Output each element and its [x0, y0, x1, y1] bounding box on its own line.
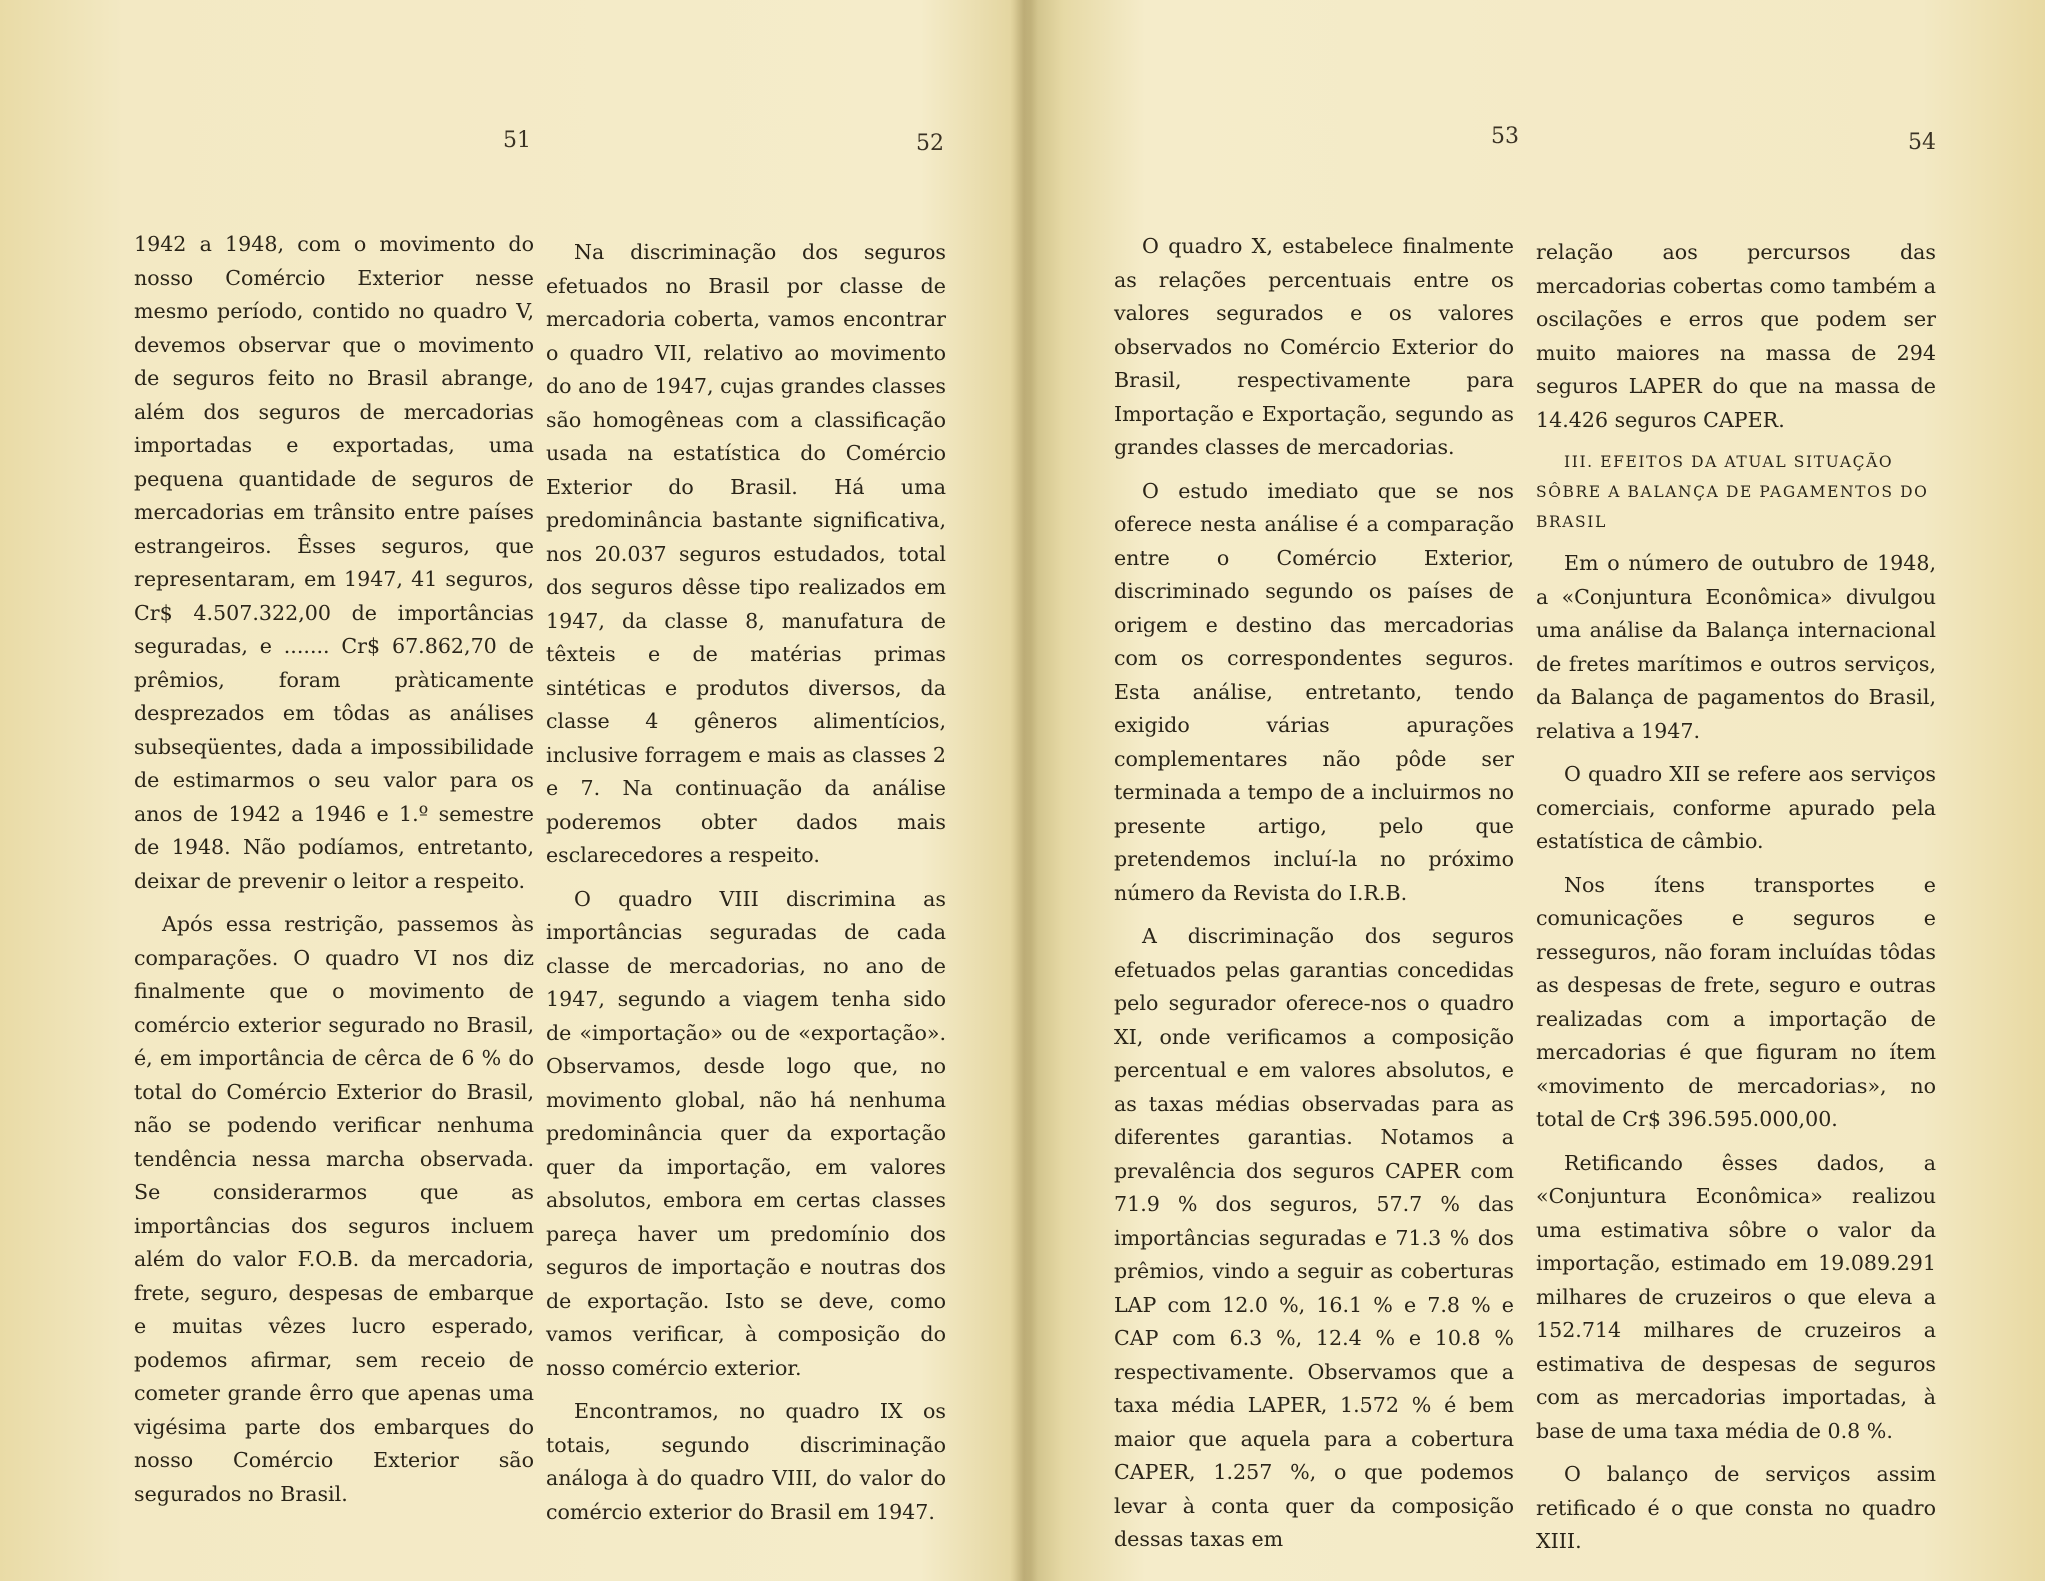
- page-number-51: 51: [503, 128, 531, 153]
- book-gutter: [1010, 0, 1038, 1581]
- page-51-paragraph-2: Após essa restrição, passemos às comparações. O quadro VI nos diz finalmente que o movimento de comércio exterior segurado no Brasil, é, em importância de cêrca de 6 % do total do Comércio Exterior do Brasil, não se podendo verificar nenhuma tendência nessa marcha observada. Se considerarmos que as importâncias dos seguros incluem além do valor F.O.B. da mercadoria, frete, seguro, despesas de embarque e muitas vêzes lucro esperado, podemos afirmar, sem receio de cometer grande êrro que apenas uma vigésima parte dos embarques do nosso Comércio Exterior são segurados no Brasil.: [134, 912, 534, 1506]
- page-53-paragraph-3: A discriminação dos seguros efetuados pelas garantias concedidas pelo segurador oferece-nos o quadro XI, onde verificamos a composição percentual e em valores absolutos, e as taxas médias observadas para as diferentes garantias. Notamos a prevalência dos seguros CAPER com 71.9 % dos seguros, 57.7 % das importâncias seguradas e 71.3 % dos prêmios, vindo a seguir as coberturas LAP com 12.0 %, 16.1 % e 7.8 % e CAP com 6.3 %, 12.4 % e 10.8 % respectivamente. Observamos que a taxa média LAPER, 1.572 % é bem maior que aquela para a cobertura CAPER, 1.257 %, o que podemos levar à conta quer da composição dessas taxas em: [1114, 924, 1514, 1551]
- page-54-paragraph-5: Retificando êsses dados, a «Conjuntura Econômica» realizou uma estimativa sôbre o valor da importação, estimado em 19.089.291 milhares de cruzeiros o que eleva a 152.714 milhares de cruzeiros a estimativa de despesas de seguros com as mercadorias importadas, à base de uma taxa média de 0.8 %.: [1536, 1150, 1936, 1443]
- page-53-text-column: [1114, 230, 1514, 1567]
- page-number-53: 53: [1491, 124, 1519, 149]
- page-number-52: 52: [916, 131, 944, 156]
- page-52-paragraph-3: Encontramos, no quadro IX os totais, segundo discriminação análoga à do quadro VIII, do valor do comércio exterior do Brasil em 1947.: [546, 1399, 946, 1524]
- page-54-paragraph-3: O quadro XII se refere aos serviços comerciais, conforme apurado pela estatística de câmbio.: [1536, 762, 1936, 853]
- page-53-paragraph-1: O quadro X, estabelece finalmente as relações percentuais entre os valores segurados e os valores observados no Comércio Exterior do Brasil, respectivamente para Importação e Exportação, segundo as grandes classes de mercadorias.: [1114, 234, 1514, 459]
- page-54-paragraph-2: Em o número de outubro de 1948, a «Conjuntura Econômica» divulgou uma análise da Balança internacional de fretes marítimos e outros serviços, da Balança de pagamentos do Brasil, relativa a 1947.: [1536, 551, 1936, 743]
- page-54-text-column: [1536, 236, 1936, 1569]
- page-52-paragraph-1: Na discriminação dos seguros efetuados no Brasil por classe de mercadoria coberta, vamos encontrar o quadro VII, relativo ao movimento do ano de 1947, cujas grandes classes são homogêneas com a classificação usada na estatística do Comércio Exterior do Brasil. Há uma predominância bastante significativa, nos 20.037 seguros estudados, total dos seguros dêsse tipo realizados em 1947, da classe 8, manufatura de têxteis e de matérias primas sintéticas e produtos diversos, da classe 4 gêneros alimentícios, inclusive forragem e mais as classes 2 e 7. Na continuação da análise poderemos obter dados mais esclarecedores a respeito.: [546, 240, 946, 867]
- page-number-54: 54: [1908, 130, 1936, 155]
- page-51-paragraph-1: 1942 a 1948, com o movimento do nosso Comércio Exterior nesse mesmo período, contido no quadro V, devemos observar que o movimento de seguros feito no Brasil abrange, além dos seguros de mercadorias importadas e exportadas, uma pequena quantidade de seguros de mercadorias em trânsito entre países estrangeiros. Êsses seguros, que representaram, em 1947, 41 seguros, Cr$ 4.507.322,00 de importâncias seguradas, e ....... Cr$ 67.862,70 de prêmios, foram pràticamente desprezados em tôdas as análises subseqüentes, dada a impossibilidade de estimarmos o seu valor para os anos de 1942 a 1946 e 1.º semestre de 1948. Não podíamos, entretanto, deixar de prevenir o leitor a respeito.: [134, 232, 534, 893]
- page-54-paragraph-1: relação aos percursos das mercadorias cobertas como também a oscilações e erros que podem ser muito maiores na massa de 294 seguros LAPER do que na massa de 14.426 seguros CAPER.: [1536, 240, 1936, 432]
- page-52-paragraph-2: O quadro VIII discrimina as importâncias seguradas de cada classe de mercadorias, no ano de 1947, segundo a viagem tenha sido de «importação» ou de «exportação». Observamos, desde logo que, no movimento global, não há nenhuma predominância quer da exportação quer da importação, em valores absolutos, embora em certas classes pareça haver um predomínio dos seguros de importação e noutras dos de exportação. Isto se deve, como vamos verificar, à composição do nosso comércio exterior.: [546, 886, 946, 1380]
- page-54-paragraph-6: O balanço de serviços assim retificado é o que consta no quadro XIII.: [1536, 1462, 1936, 1553]
- page-54-paragraph-4: Nos ítens transportes e comunicações e seguros e resseguros, não foram incluídas tôdas as despesas de frete, seguro e outras realizadas com a importação de mercadorias é que figuram no ítem «movimento de mercadorias», no total de Cr$ 396.595.000,00.: [1536, 872, 1936, 1131]
- page-52-text-column: [546, 236, 946, 1539]
- page-51-text-column: [134, 228, 534, 1521]
- page-53-paragraph-2: O estudo imediato que se nos oferece nesta análise é a comparação entre o Comércio Exterior, discriminado segundo os países de origem e destino das mercadorias com os correspondentes seguros. Esta análise, entretanto, tendo exigido várias apurações complementares não pôde ser terminada a tempo de a incluirmos no presente artigo, pelo que pretendemos incluí-la no próximo número da Revista do I.R.B.: [1114, 478, 1514, 905]
- page-54-section-heading: III. EFEITOS DA ATUAL SITUAÇÃO SÔBRE A BALANÇA DE PAGAMENTOS DO BRASIL: [1536, 453, 1929, 531]
